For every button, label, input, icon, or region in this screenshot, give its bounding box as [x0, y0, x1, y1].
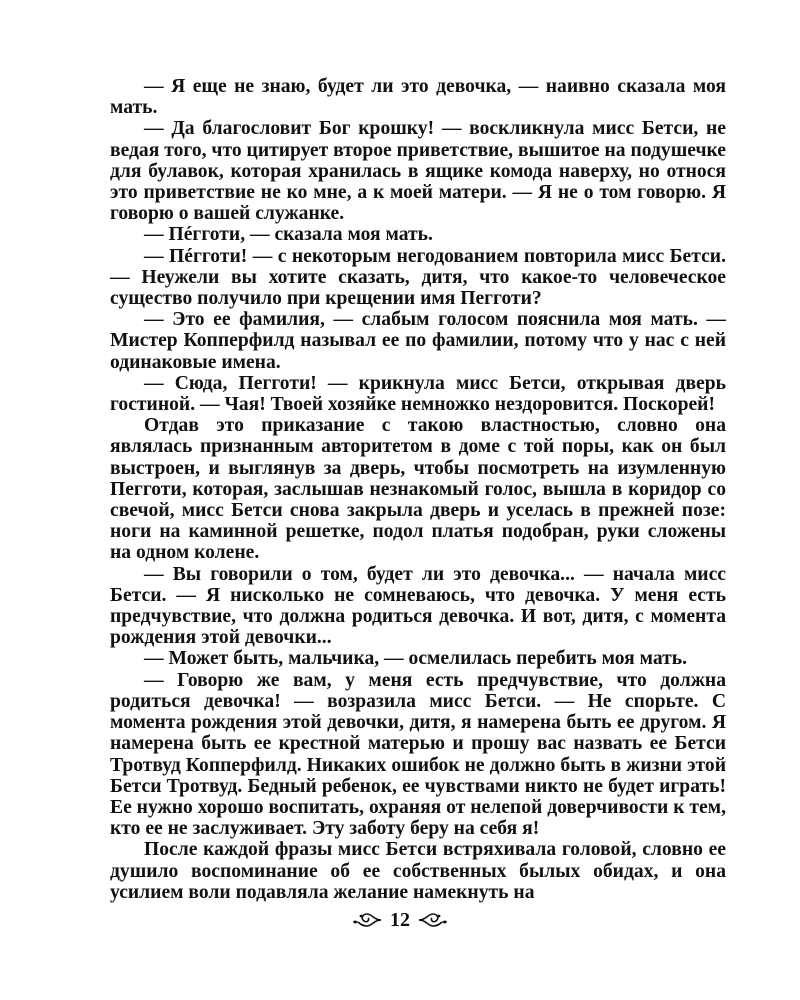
- paragraph-3: — Пéгготи, — сказала моя мать.: [144, 224, 433, 246]
- paragraph-1: — Я еще не знаю, будет ли это девочка, — наивно сказала моя мать.: [110, 76, 726, 119]
- paragraph-9: — Может быть, мальчика, — осмелилась перебить моя мать.: [144, 648, 688, 670]
- page-number: 12: [390, 909, 410, 931]
- paragraph-2: — Да благословит Бог крошку! — воскликнула мисс Бетси, не ведая того, что цитирует второе приветствие, вышитое на подушечке для булавок, которая хранилась в ящике комода наверху, но относя это приветствие не ко мне, а к моей матери. — Я не о том говорю. Я говорю о вашей служанке.: [110, 118, 726, 225]
- paragraph-10: — Говорю же вам, у меня есть предчувствие, что должна родиться девочка! — возразила мисс Бетси. — Не спорьте. С момента рождения этой девочки, дитя, я намерена быть ее другом. Я намерена быть ее крестной матерью и прошу вас назвать ее Бетси Тротвуд Копперфилд. Никаких ошибок не должно быть в жизни этой Бетси Тротвуд. Бедный ребенок, ее чувствами никто не будет играть! Ее нужно хорошо воспитать, охраняя от нелепой доверчивости к тем, кто ее не заслуживает. Эту заботу беру на себя я!: [110, 669, 726, 840]
- paragraph-5: — Это ее фамилия, — слабым голосом пояснила моя мать. — Мистер Копперфилд называл ее по фамилии, потому что у нас с ней одинаковые имена.: [110, 309, 726, 373]
- paragraph-4: — Пéгготи! — с некоторым негодованием повторила мисс Бетси. — Неужели вы хотите сказать, дитя, что какое-то человеческое существо получило при крещении имя Пегготи?: [110, 245, 726, 310]
- paragraph-11: После каждой фразы мисс Бетси встряхивала головой, словно ее душило воспоминание об ее собственных былых обидах, и она усилием воли подавляла желание намекнуть на: [110, 839, 726, 903]
- book-page-body: [110, 76, 726, 903]
- paragraph-8: — Вы говорили о том, будет ли это девочка... — начала мисс Бетси. — Я нисколько не сомневаюсь, что девочка. У меня есть предчувствие, что должна родиться девочка. И вот, дитя, с момента рождения этой девочки...: [110, 563, 726, 649]
- paragraph-6: — Сюда, Пегготи! — крикнула мисс Бетси, открывая дверь гостиной. — Чая! Твоей хозяйке немножко нездоровится. Поскорей!: [110, 372, 726, 416]
- paragraph-7: Отдав это приказание с такою властностью, словно она являлась признанным авторитетом в доме с той поры, как он был выстроен, и выглянув за дверь, чтобы посмотреть на изумленную Пегготи, которая, заслышав незнакомый голос, вышла в коридор со свечой, мисс Бетси снова закрыла дверь и уселась в прежней позе: ноги на каминной решетке, подол платья подобран, руки сложены на одном колене.: [110, 415, 726, 564]
- left-flourish-icon: [352, 911, 382, 929]
- right-flourish-icon: [418, 911, 448, 929]
- page-folio: [0, 910, 800, 930]
